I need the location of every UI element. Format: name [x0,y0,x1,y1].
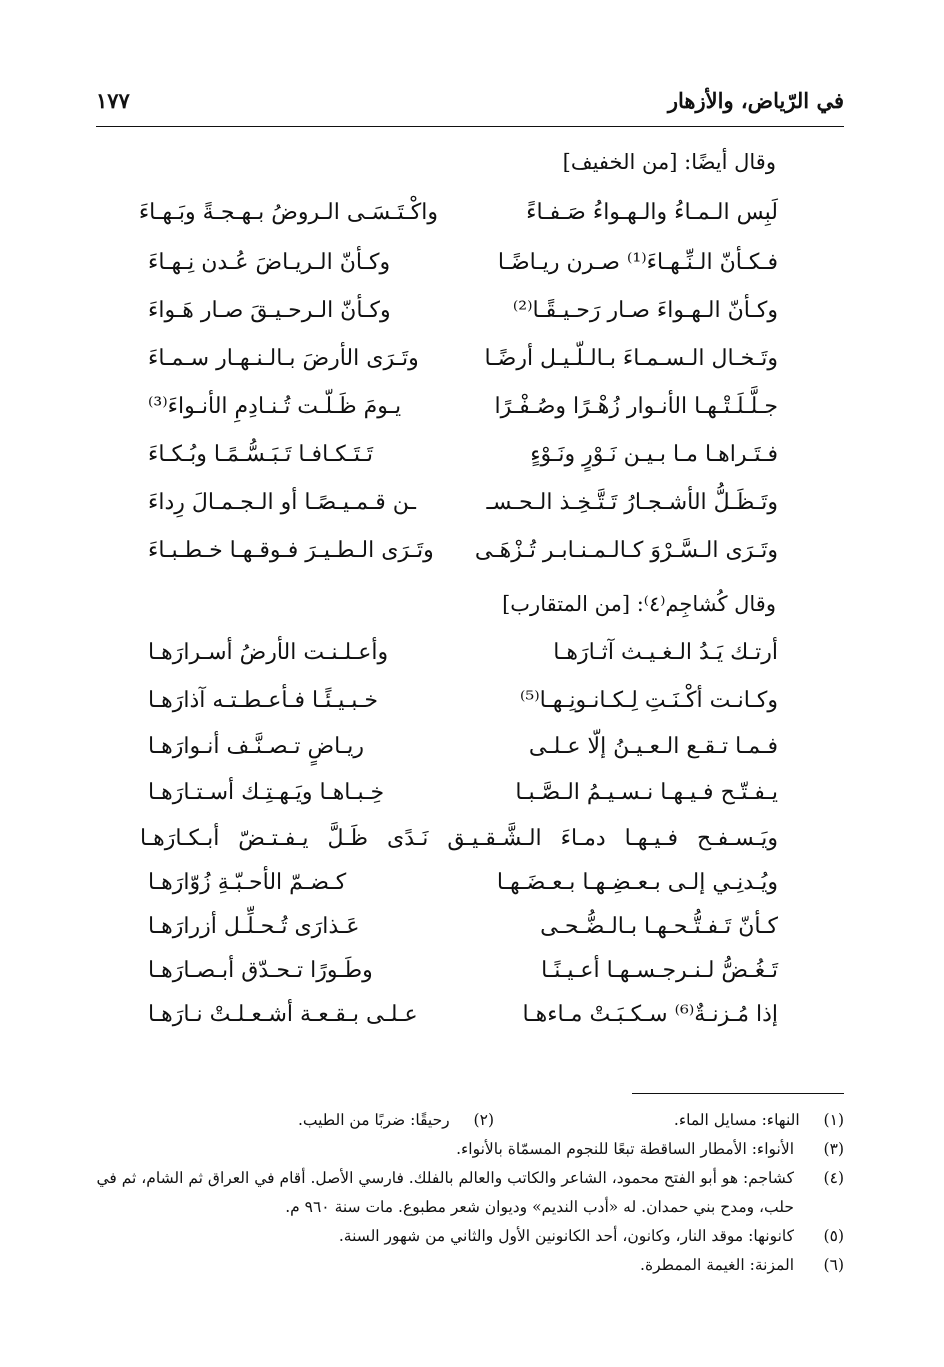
page-number: ١٧٧ [96,88,130,113]
verse [140,780,778,820]
verse [140,1002,778,1042]
second-hemistich: واكْـتَـسَـى الـروضُ بـهـجـةً وبَـهـاءَ [138,200,438,225]
footnote-number: (٤) [823,1169,844,1187]
footnote-number: (٥) [823,1227,844,1245]
second-hemistich: كـضـمّ الأحـبّـةِ زُوّارَهـا [148,870,347,895]
first-hemistich: وتَـخـال الـسـمـاءَ بـالـلّـيـل أرضًـا [484,346,778,371]
footnote-number: (١) [823,1111,844,1129]
first-hemistich: وتَـظَـلُّ الأشـجـارُ تَـتَّـخِـذ الـحـسـ [486,490,778,515]
first-hemistich: وكـأنّ الـهـواءَ صـار رَحـيـقًـا⁽²⁾ [512,298,778,323]
second-hemistich: وكـأنّ الـريـاضَ عُـدن نِـهـاءَ [148,250,391,275]
poem-intro: وقال كُشاجِم⁽٤⁾: [من المتقارب] [502,592,776,616]
footnote-text: الأنواء: الأمطار الساقطة تبعًا للنجوم المسمّاة بالأنواء. [456,1140,794,1158]
verse [140,394,778,434]
verse [140,870,778,910]
footnotes [96,1106,844,1280]
running-head: في الرّياض، والأزهار [667,88,844,113]
footnote-text: النهاء: مسايل الماء. [673,1111,800,1129]
second-hemistich: وتَـرَى الأرضَ بـالـنـهـار سـمـاءَ [148,346,419,371]
verse [140,538,778,578]
footnote-number: (٦) [823,1256,844,1274]
first-hemistich: ويُـدنِـي إلـى بـعـضِـهـا بـعـضَـهـا [496,870,778,895]
footnote-3 [96,1135,844,1164]
footnote-number: (٣) [823,1140,844,1158]
verse [140,346,778,386]
second-hemistich: وتَـرَى الـطـيـرَ فـوقـهـا خـطـبـاءَ [148,538,434,563]
verse [140,958,778,998]
verse [140,734,778,774]
first-hemistich: كـأنّ تَـفـتُّـحـهـا بـالـضُّـحـى [540,914,778,939]
first-hemistich: جـلَّـلَـتْـهـا الأنـوار زُهْـرًا وصُـفْـرًا [494,394,778,419]
second-hemistich: عـلـى بـقـعـة أشـعـلـتْ نـارَهـا [148,1002,418,1027]
footnote-4 [96,1164,844,1222]
poem-intro: وقال أيضًا: [من الخفيف] [562,150,776,174]
first-hemistich: يـفـتّـح فـيـهـا نـسـيـمُ الـصَّـبـا [515,780,778,805]
verse [140,250,778,290]
verse [140,298,778,338]
second-hemistich: عَـذارَى تُـحـلِّـل أزرارَهـا [148,914,360,939]
first-hemistich: إذا مُـزنـةٌ⁽⁶⁾ سـكـبَـتْ مـاءهـا [522,1002,778,1027]
footnote-5 [96,1222,844,1251]
footnote-1 [674,1106,844,1135]
footnote-6 [96,1251,844,1280]
second-hemistich: ـن قـمـيـصًـا أو الـجـمـالَ رِداءَ [148,490,416,515]
second-hemistich: يـومَ ظَـلّـت تُـنـادِمِ الأنـواءَ⁽³⁾ [148,394,402,419]
footnote-text: كشاجم: هو أبو الفتح محمود، الشاعر والكاتب والعالم بالفلك. فارسي الأصل. أقام في العراق ثم الشام، ثم في حلب، ومدح بني حمدان. له «أدب النديم» وديوان شعر مطبوع. مات سنة ٩٦٠ م. [96,1169,794,1216]
verse [140,640,778,680]
first-hemistich: تَـغُـضُّ لـنـرجـسـهـا أعـيـنًـا [541,958,778,983]
footnote-2 [298,1106,494,1135]
footnote-text: رحيقًا: ضربًا من الطيب. [297,1111,450,1129]
second-hemistich: خـبـيـئًـا فـأعـطـتـه آذارَهـا [148,688,378,713]
full-verse: ويَـسـفـح فـيـهـا دمـاءَ الـشَّـقـيـق نَـدًى ظَـلَّ يـفـتـضّ أبـكـارَهـا [140,826,778,851]
first-hemistich: وكـانـت أكْـنَـتِ لِـكـانـونِـهـا⁽⁵⁾ [520,688,778,713]
second-hemistich: وكـأنّ الـرحـيـقَ صـار هَـواءَ [148,298,391,323]
verse [140,442,778,482]
first-hemistich: فـمـا تـقـع الـعـيـنُ إلّا عـلـى [528,734,778,759]
second-hemistich: وأعـلـنـت الأرضُ أسـرارَهـا [148,640,389,665]
footnote-text: كانونها: موقد النار، وكانون، أحد الكانونين الأول والثاني من شهور السنة. [338,1227,794,1245]
footnote-row [96,1106,844,1135]
second-hemistich: تَـتَـكـافـا تَـبَـسُّـمًـا وبُـكـاءَ [148,442,374,467]
first-hemistich: لَبِس الـمـاءُ والـهـواءُ صَـفـاءً [526,200,778,225]
first-hemistich: فـتَـراهـا مـا بـيـن نَـوْرٍ ونَـوْءٍ [530,442,778,467]
verse [140,914,778,954]
verse [140,490,778,530]
first-hemistich: وتَـرَى الـسَّـرْوَ كـالـمـنـابـر تُـزْهَـى [474,538,778,563]
second-hemistich: ريـاضٍ تـصـنَّـف أنـوارَهـا [148,734,364,759]
verse [140,200,778,240]
first-hemistich: أرتـك يَـدُ الـغـيـث آثـارَهـا [553,640,778,665]
first-hemistich: فـكـأنّ الـنِّـهـاءَ⁽¹⁾ صـرن ريـاضًـا [497,250,778,275]
second-hemistich: وطَـورًا تـحـدّق أبـصـارَهـا [148,958,373,983]
footnote-rule [632,1093,844,1094]
verse [140,688,778,728]
page-header [96,86,844,127]
footnote-number: (٢) [473,1111,494,1129]
footnote-text: المزنة: الغيمة الممطرة. [640,1256,794,1274]
second-hemistich: خِـبـاهـا ويَـهـتِـك أسـتـارَهـا [148,780,385,805]
